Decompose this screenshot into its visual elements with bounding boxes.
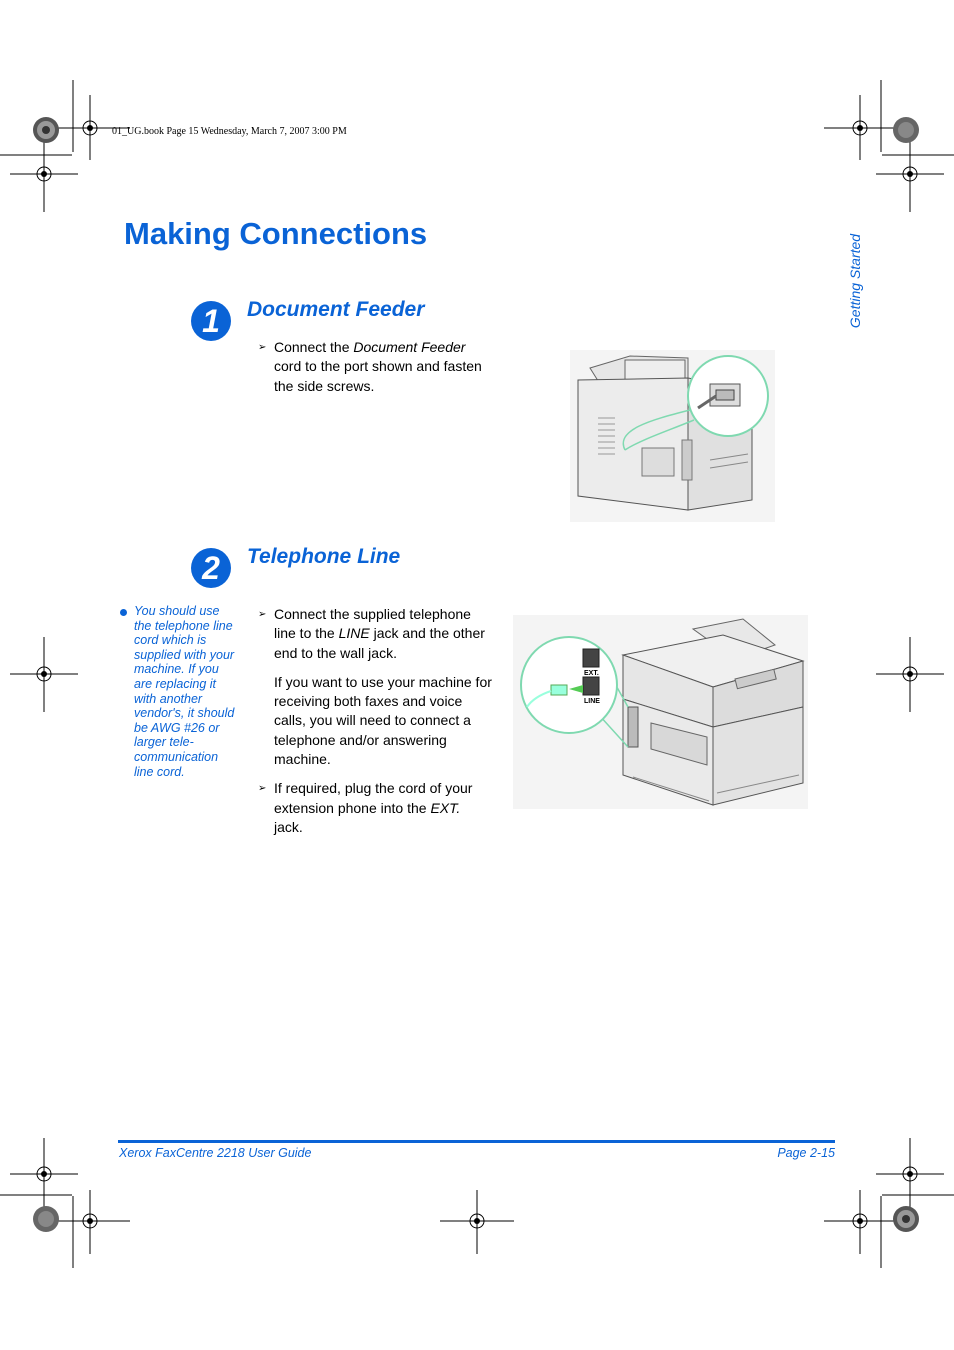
print-header: 01_UG.book Page 15 Wednesday, March 7, 2007 3:00 PM (112, 126, 347, 137)
info-paragraph: If you want to use your machine for receiving both faxes and voice calls, you will need to connect a telephone and/or answering machine. (274, 673, 492, 768)
step-badge-2: 2 (191, 548, 231, 588)
jack-label-line: LINE (584, 698, 600, 705)
footer-page-number: Page 2-15 (777, 1146, 835, 1160)
copier-rear-port-illustration (570, 350, 775, 522)
margin-note (120, 604, 240, 779)
jack-label-ext: EXT. (584, 670, 599, 677)
copier-telephone-line-illustration (513, 615, 808, 809)
note-text: You should use the telephone line cord which is supplied with your machine. If you are replacing it with another vendor's, it should be AWG #26 or larger tele-communication line cord. (134, 604, 235, 779)
arrow-bullet-icon: ➢ (258, 783, 267, 795)
note-bullet-icon (120, 609, 127, 616)
section-title-document-feeder: Document Feeder (247, 298, 425, 321)
side-tab (840, 226, 870, 336)
section-title-telephone-line: Telephone Line (247, 545, 401, 568)
arrow-bullet-icon: ➢ (258, 342, 267, 353)
page-title: Making Connections (124, 216, 428, 251)
instruction-paragraph: ➢ Connect the supplied telephone line to the LINE jack and the other end to the wall jack. (258, 606, 485, 661)
section-1-body (258, 338, 492, 396)
arrow-bullet-icon: ➢ (258, 609, 267, 620)
footer-guide-title: Xerox FaxCentre 2218 User Guide (119, 1146, 312, 1160)
instruction-paragraph: ➢ Connect the Document Feeder cord to the port shown and fasten the side screws. (258, 339, 482, 394)
side-tab-label: Getting Started (847, 233, 863, 329)
footer-rule (118, 1140, 835, 1143)
instruction-paragraph: ➢ If required, plug the cord of your extension phone into the EXT. jack. (258, 780, 473, 835)
section-2-body (258, 605, 492, 837)
step-badge-1: 1 (191, 301, 231, 341)
